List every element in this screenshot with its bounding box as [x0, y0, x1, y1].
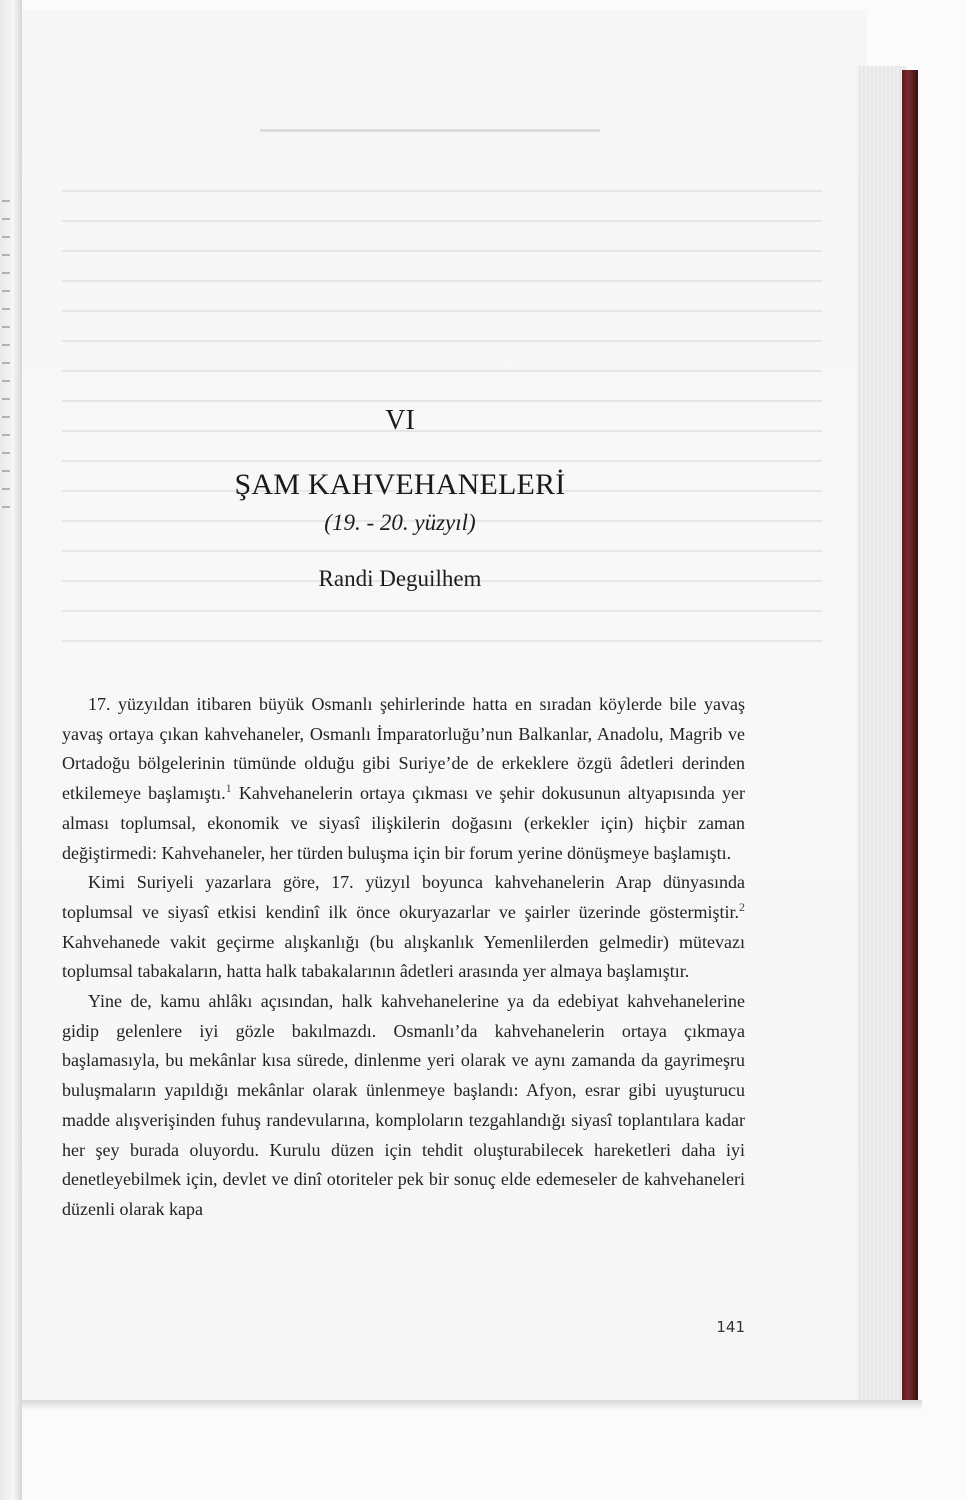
chapter-number: VI	[385, 405, 415, 436]
footnote-marker: 2	[739, 899, 745, 914]
paragraph-text: Kimi Suriyeli yazarlara göre, 17. yüzyıl boyunca kahvehanelerin Arap dünyasında toplumsal ve siyasî etkisi kendinî ilk önce okuryazarlar ve şairler üzerinde göstermiştir.	[62, 872, 745, 922]
show-through-text	[62, 190, 822, 690]
show-through-running-head	[260, 124, 600, 138]
page-edges-stack	[857, 66, 907, 1406]
body-text	[62, 690, 745, 1225]
paragraph-text: 17. yüzyıldan itibaren büyük Osmanlı şehirlerinde hatta en sıradan köylerde bile yavaş yavaş ortaya çıkan kahvehaneler, Osmanlı İmparatorluğu’nun Balkanlar, Anadolu, Magrib ve Ortadoğu bölgelerinin tümünde olduğu gibi Suriye’de de erkeklere özgü âdetleri derinden etkilemeye başlamıştı.	[62, 694, 745, 804]
book-cover-edge	[902, 70, 918, 1406]
paragraph-text: Kahvehanede vakit geçirme alışkanlığı (bu alışkanlık Yemenlilerden gelmedir) mütevazı toplumsal tabakaların, hatta halk tabakalarının âdetleri arasında yer almaya başlamıştır.	[62, 931, 745, 982]
paragraph	[62, 868, 745, 987]
previous-page-edge	[0, 0, 22, 1500]
page-number: 141	[716, 1318, 745, 1336]
page-bottom-shadow	[22, 1400, 922, 1410]
previous-page-text-marks	[2, 200, 14, 720]
footnote-marker: 1	[225, 781, 232, 796]
chapter-subtitle: (19. - 20. yüzyıl)	[324, 510, 476, 535]
paragraph	[62, 690, 745, 868]
chapter-title: ŞAM KAHVEHANELERİ	[234, 468, 566, 501]
chapter-author: Randi Deguilhem	[318, 566, 482, 591]
paragraph	[62, 987, 745, 1225]
paragraph-text: Yine de, kamu ahlâkı açısından, halk kahvehanelerine ya da edebiyat kahvehanelerine gidip gelenlere iyi gözle bakılmazdı. Osmanlı’da kahvehanelerin ortaya çıkmaya başlamasıyla, bu mekânlar kısa sürede, dinlenme yeri olarak ve aynı zamanda da gayrimeşru buluşmaların yapıldığı mekânlar olarak ünlenmeye başlandı: Afyon, esrar gibi uyuşturucu madde alışverişinden fuhuş randevularına, komploların tezgahlandığı siyasî toplantılara kadar her şey burada oluyordu. Kurulu düzen için tehdit oluşturabilecek hareketleri daha iyi denetleyebilmek için, devlet ve dinî otoriteler pek bir sonuç elde edemeseler de kahvehaneleri düzenli olarak kapa	[62, 991, 745, 1219]
paragraph-text: Kahvehanelerin ortaya çıkması ve şehir dokusunun altyapısında yer alması toplumsal, ekonomik ve siyasî ilişkilerin doğasını (erkekler için) hiçbir zaman değiştirmedi: Kahvehaneler, her türden buluşma için bir forum yerine dönüşmeye başlamıştı.	[62, 783, 745, 863]
